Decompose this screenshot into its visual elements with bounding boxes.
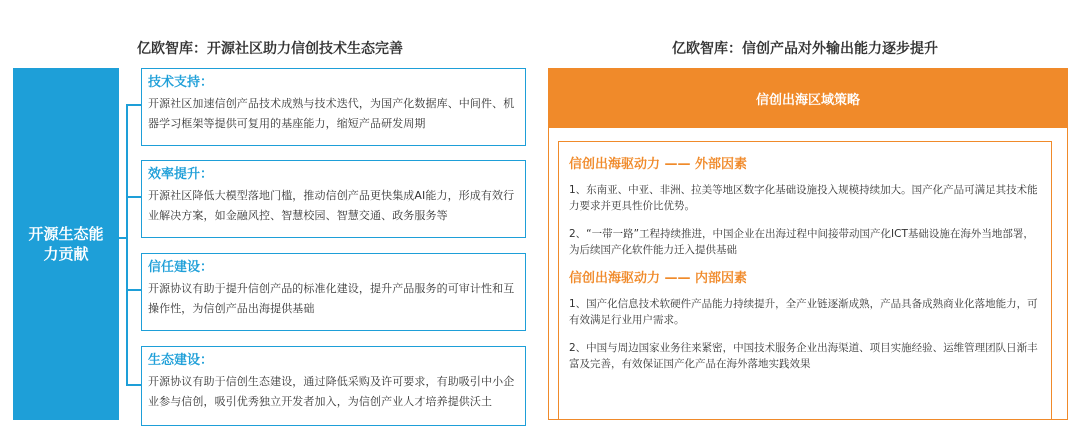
right-panel-title: 亿欧智库：信创产品对外输出能力逐步提升 <box>672 41 938 57</box>
ecosystem-label: 开源生态能力贡献 <box>28 225 104 263</box>
card-title: 技术支持： <box>148 75 214 90</box>
card-tech-support <box>141 68 526 146</box>
connector-branch-1 <box>126 104 141 106</box>
card-body: 开源协议有助于信创生态建设，通过降低采购及许可要求，有助吸引中小企业参与信创，吸引优秀独立开发者加入，为信创产业人才培养提供沃土 <box>148 375 515 408</box>
connector-branch-2 <box>126 196 141 198</box>
internal-factor-item: 2、中国与周边国家业务往来紧密，中国技术服务企业出海渠道、项目实施经验、运维管理团队日渐丰富及完善，有效保证国产化产品在海外落地实践效果 <box>569 342 1038 370</box>
card-body: 开源社区降低大模型落地门槛，推动信创产品更快集成AI能力，形成有效行业解决方案，如金融风控、智慧校园、智慧交通、政务服务等 <box>148 189 515 222</box>
card-body: 开源社区加速信创产品技术成熟与技术迭代，为国产化数据库、中间件、机器学习框架等提供可复用的基座能力，缩短产品研发周期 <box>148 97 515 130</box>
internal-factors-heading: 信创出海驱动力 —— 内部因素 <box>569 271 748 286</box>
ecosystem-label-block <box>13 68 119 420</box>
driving-factors-box <box>558 141 1052 420</box>
connector-branch-4 <box>126 384 141 386</box>
card-title: 生态建设： <box>148 353 214 368</box>
overseas-strategy-panel <box>548 68 1068 420</box>
card-title: 信任建设： <box>148 260 214 275</box>
card-title: 效率提升： <box>148 167 214 182</box>
external-factor-item: 1、东南亚、中亚、非洲、拉美等地区数字化基础设施投入规模持续加大。国产化产品可满足其技术能力要求并更具性价比优势。 <box>569 184 1038 212</box>
external-factors-heading: 信创出海驱动力 —— 外部因素 <box>569 157 748 172</box>
card-body: 开源协议有助于提升信创产品的标准化建设，提升产品服务的可审计性和互操作性，为信创产品出海提供基础 <box>148 282 515 315</box>
connector-branch-3 <box>126 289 141 291</box>
connector-vertical <box>126 104 128 386</box>
card-ecosystem <box>141 346 526 426</box>
internal-factor-item: 1、国产化信息技术软硬件产品能力持续提升，全产业链逐渐成熟，产品具备成熟商业化落地能力，可有效满足行业用户需求。 <box>569 298 1038 326</box>
left-panel-title: 亿欧智库：开源社区助力信创技术生态完善 <box>137 41 403 57</box>
card-trust <box>141 253 526 331</box>
external-factor-item: 2、“一带一路”工程持续推进，中国企业在出海过程中间接带动国产化ICT基础设施在海外当地部署，为后续国产化软件能力迁入提供基础 <box>569 228 1034 256</box>
strategy-header: 信创出海区域策略 <box>549 69 1067 128</box>
card-efficiency <box>141 160 526 238</box>
